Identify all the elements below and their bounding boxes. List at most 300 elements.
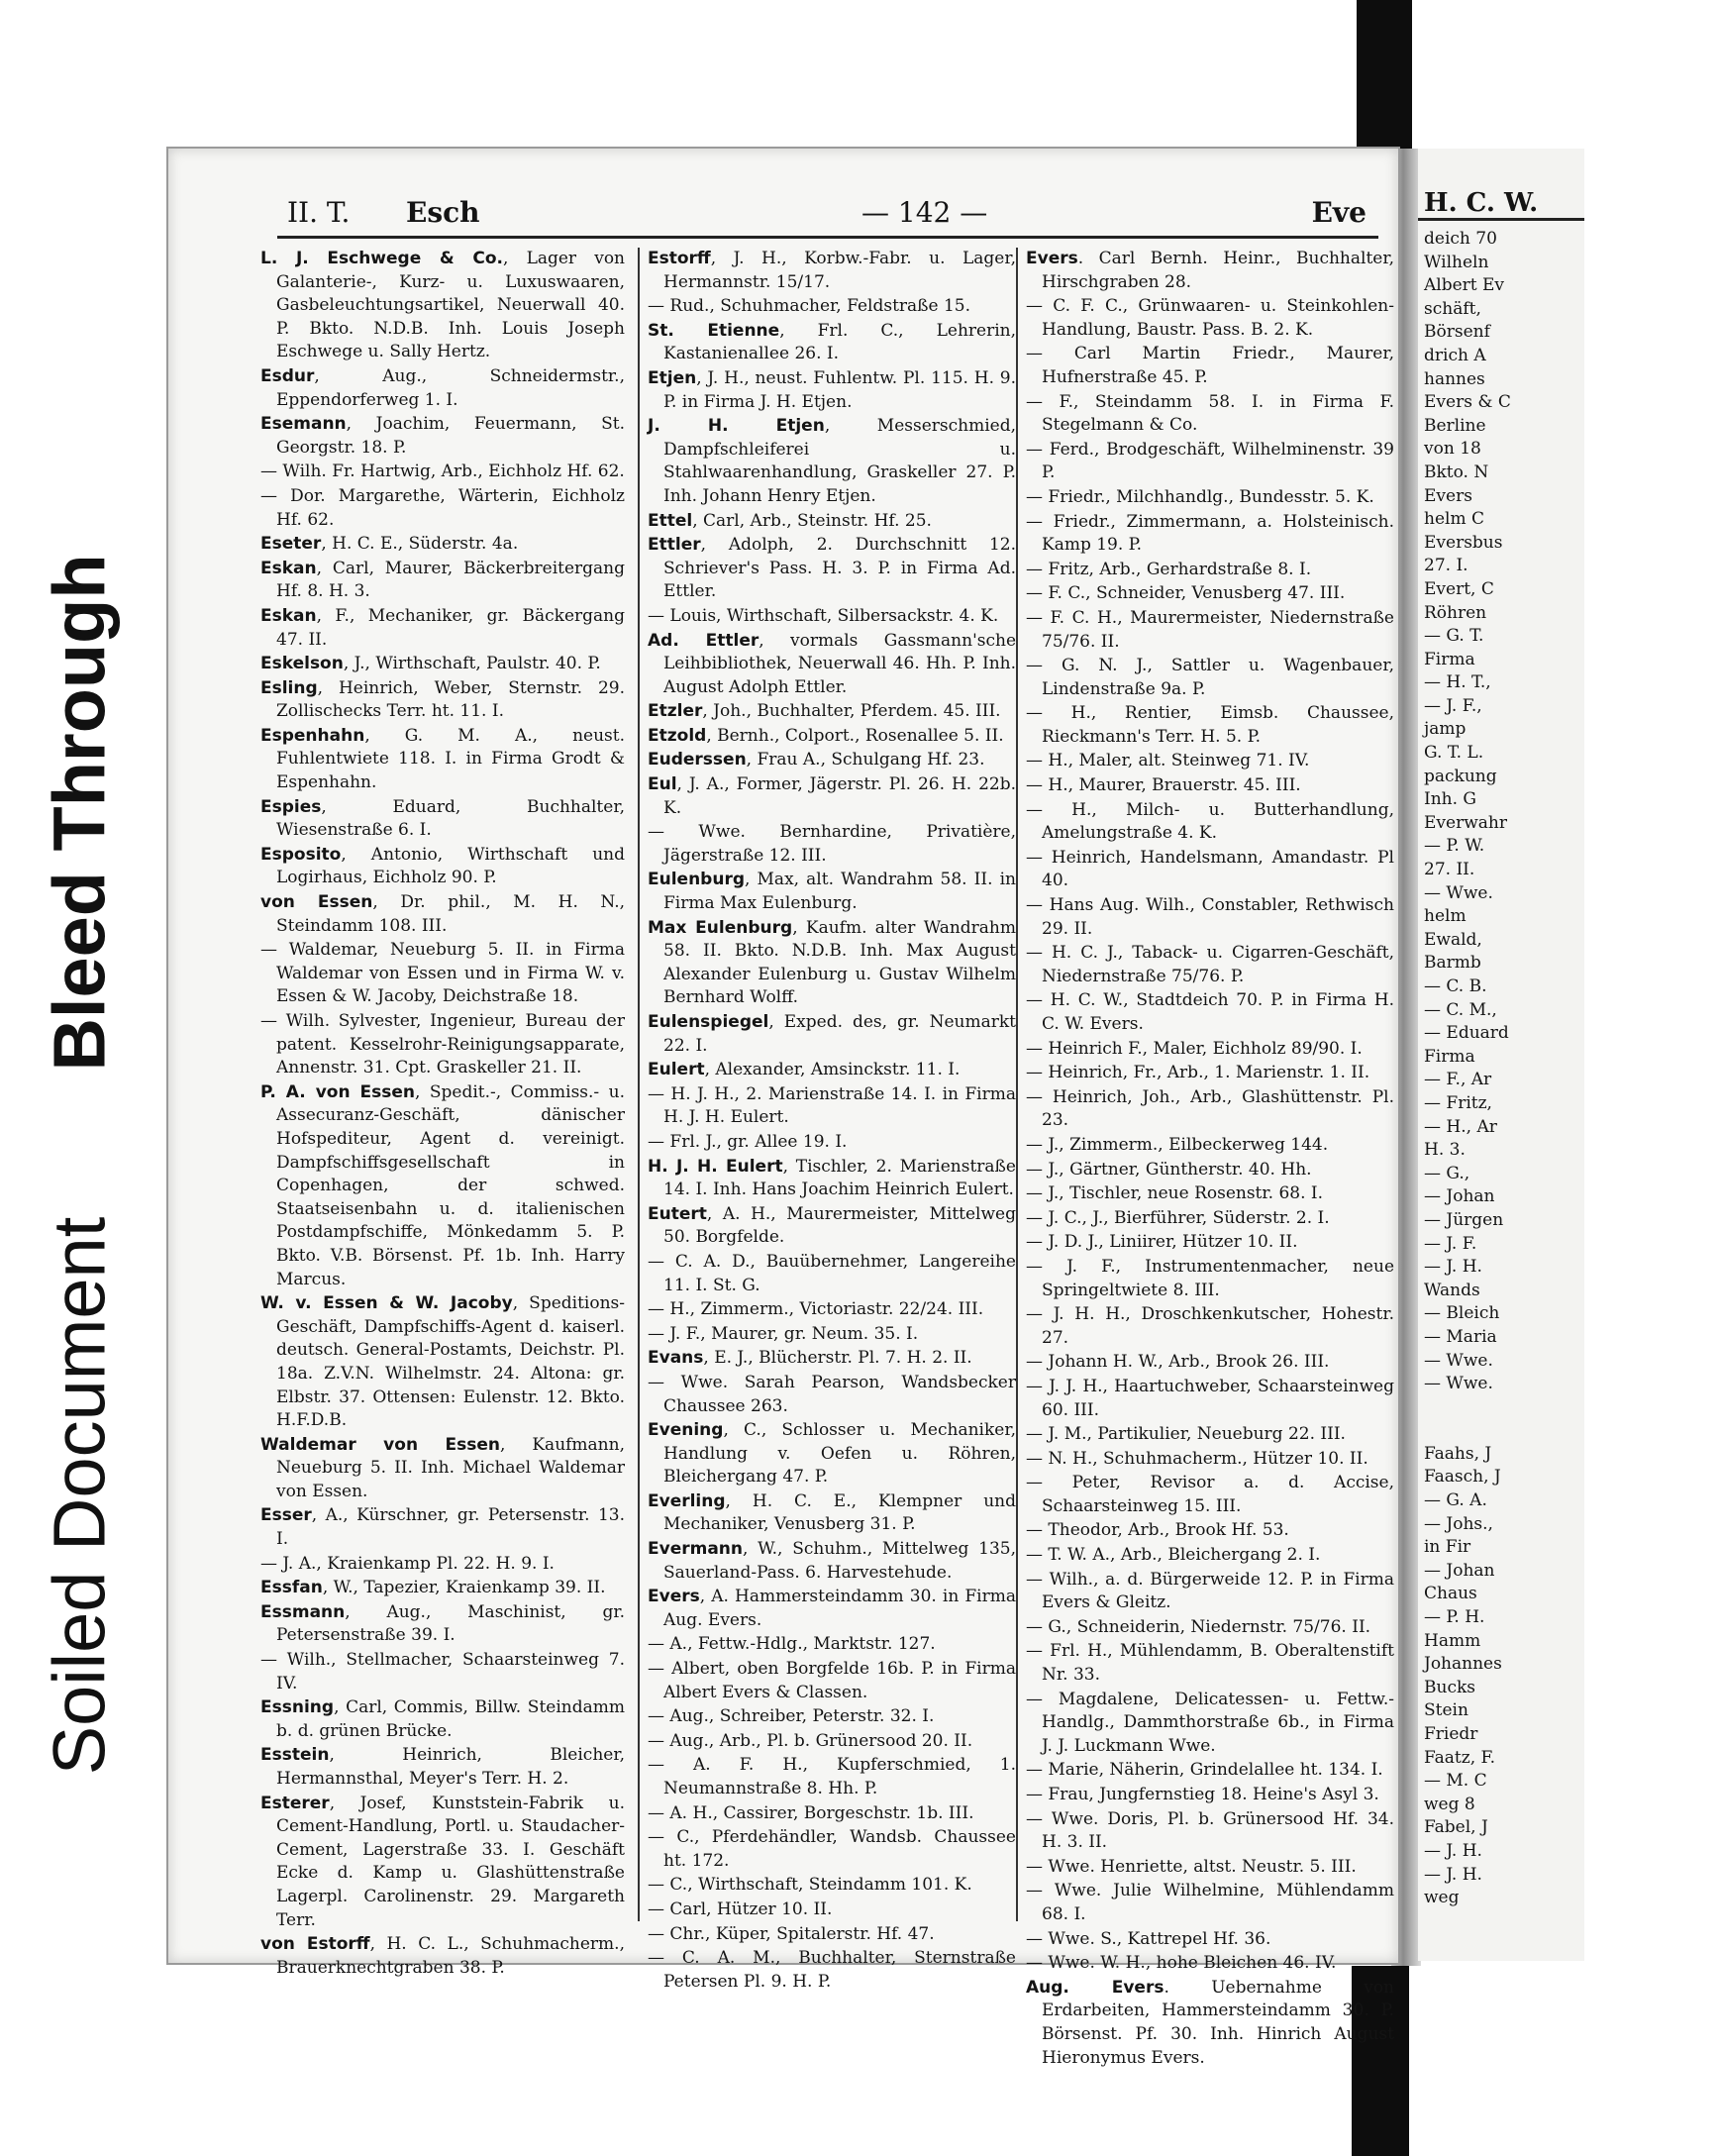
entry-name: von Essen — [260, 892, 373, 913]
entry-name: Esser — [260, 1505, 312, 1526]
directory-entry — [1026, 582, 1394, 606]
directory-entry — [1026, 1519, 1394, 1543]
directory-entry — [260, 1933, 625, 1980]
entry-name: Evening — [648, 1420, 724, 1441]
entry-details: , Aug., Schneidermstr., Eppendorferweg 1. I. — [276, 365, 625, 410]
next-page-line: — Johan — [1424, 1186, 1495, 1207]
directory-entry — [1026, 295, 1394, 342]
page-header — [277, 196, 1378, 239]
next-page-line: weg — [1424, 1888, 1460, 1908]
directory-entry — [260, 1649, 625, 1695]
entry-details: — H. J. H., 2. Marienstraße 14. I. in Firma H. J. H. Eulert. — [648, 1083, 1016, 1128]
entry-details: — H., Zimmerm., Victoriastr. 22/24. III. — [648, 1299, 984, 1320]
directory-entry — [1026, 511, 1394, 558]
next-page-line: von 18 — [1424, 439, 1481, 460]
directory-entry — [648, 415, 1016, 508]
entry-name: Eskelson — [260, 654, 344, 674]
next-page-line: Stein — [1424, 1700, 1468, 1721]
directory-entry — [260, 1292, 625, 1433]
next-page-line — [1424, 1396, 1721, 1420]
directory-entry — [648, 1156, 1016, 1202]
next-page-line: Evers & C — [1424, 392, 1511, 413]
entry-name: Eutert — [648, 1203, 707, 1224]
entry-name: Espies — [260, 796, 322, 817]
entry-details: — F., Steindamm 58. I. in Firma F. Stegelmann & Co. — [1026, 391, 1394, 436]
entry-details: , Tischler, 2. Marienstraße 14. I. Inh. Hans Joachim Heinrich Eulert. — [663, 1156, 1016, 1200]
next-page-line: — Fritz, — [1424, 1092, 1492, 1113]
entry-details: — Heinrich, Fr., Arb., 1. Marienstr. 1. II. — [1026, 1063, 1370, 1083]
directory-entry — [648, 821, 1016, 868]
entry-details: — Wwe. S., Kattrepel Hf. 36. — [1026, 1928, 1271, 1949]
entry-details: , Heinrich, Weber, Sternstr. 29. Zollischecks Terr. ht. 11. I. — [276, 677, 625, 722]
entry-details: — H., Maler, alt. Steinweg 71. IV. — [1026, 751, 1310, 771]
directory-entry — [648, 1874, 1016, 1898]
directory-entry — [1026, 486, 1394, 510]
entry-details: — Albert, oben Borgfelde 16b. P. in Firma Albert Evers & Classen. — [648, 1659, 1016, 1702]
directory-entry — [1026, 750, 1394, 773]
next-page-line: — G. A. — [1424, 1490, 1487, 1511]
entry-details: — Wwe. Sarah Pearson, Wandsbecker Chaussee 263. — [648, 1372, 1016, 1416]
directory-entry — [1026, 799, 1394, 846]
entry-name: Euderssen — [648, 750, 747, 770]
directory-entry — [1026, 1062, 1394, 1085]
directory-entry — [648, 1802, 1016, 1826]
entry-details: — Johann H. W., Arb., Brook 26. III. — [1026, 1352, 1330, 1373]
next-page-line: — J. H. — [1424, 1864, 1482, 1885]
directory-entry — [648, 1251, 1016, 1297]
entry-name: Eul — [648, 774, 677, 795]
directory-entry — [260, 485, 625, 532]
entry-details: — Peter, Revisor a. d. Accise, Schaarsteinweg 15. III. — [1026, 1473, 1394, 1516]
entry-details: — Friedr., Zimmermann, a. Holsteinisch. Kamp 19. P. — [1026, 511, 1394, 556]
entry-details: — Magdalene, Delicatessen- u. Fettw.-Handlg., Dammthorstraße 6b., in Firma J. J. Luckmann Wwe. — [1026, 1689, 1394, 1756]
entry-details: — C., Pferdehändler, Wandsb. Chaussee ht. 172. — [648, 1827, 1016, 1871]
directory-entry — [1026, 1256, 1394, 1302]
entry-name: L. J. Eschwege & Co. — [260, 249, 504, 268]
next-page-line: — H., Ar — [1424, 1116, 1497, 1137]
entry-details: , Heinrich, Bleicher, Hermannsthal, Meyer's Terr. H. 2. — [276, 1745, 625, 1789]
directory-entry — [1026, 248, 1394, 294]
entry-name: Essmann — [260, 1601, 346, 1622]
entry-details: , Speditions-Geschäft, Dampfschiffs-Agent d. kaiserl. deutsch. General-Postamts, Deichstr. Pl. 18a. Z.V.N. Wilhelmstr. 24. Altona: gr. Elbstr. 37. Ottensen: Eulenstr. 12. Bkto. H.F.D.B. — [276, 1293, 625, 1431]
entry-details: , Carl, Maurer, Bäckerbreitergang Hf. 8. H. 3. — [276, 558, 625, 602]
next-page-line: Faahs, J — [1424, 1443, 1492, 1464]
entry-details: — J. F., Maurer, gr. Neum. 35. I. — [648, 1323, 919, 1344]
next-page-line: — C. B. — [1424, 976, 1487, 996]
entry-details: , Eduard, Buchhalter, Wiesenstraße 6. I. — [276, 796, 625, 841]
next-page-line: Bkto. N — [1424, 462, 1489, 482]
entry-details: — N. H., Schuhmacherm., Hützer 10. II. — [1026, 1448, 1368, 1469]
directory-entry — [1026, 989, 1394, 1036]
entry-details: — G., Schneiderin, Niedernstr. 75/76. II. — [1026, 1616, 1371, 1637]
next-page-line: Johannes — [1424, 1654, 1502, 1675]
next-page-line: Firma — [1424, 649, 1475, 669]
directory-entry — [1026, 1977, 1394, 2070]
entry-details: , H. C. E., Süderstr. 4a. — [321, 534, 519, 555]
directory-entry — [260, 558, 625, 604]
next-page-line: hannes — [1424, 368, 1485, 389]
next-page-header: H. C. W. — [1424, 188, 1539, 218]
entry-details: , A. H., Maurermeister, Mittelweg 50. Borgfelde. — [663, 1203, 1016, 1248]
entry-details: — J. D. J., Liniirer, Hützer 10. II. — [1026, 1232, 1298, 1253]
next-page-line: weg 8 — [1424, 1794, 1475, 1814]
directory-entry — [1026, 1231, 1394, 1255]
directory-entry — [1026, 655, 1394, 701]
directory-entry — [648, 749, 1016, 772]
entry-details: , W., Tapezier, Kraienkamp 39. II. — [322, 1578, 606, 1598]
directory-entry — [1026, 439, 1394, 485]
entry-name: W. v. Essen & W. Jacoby — [260, 1293, 513, 1314]
next-page-line: — P. H. — [1424, 1607, 1485, 1628]
page-number: — 142 — — [861, 196, 988, 229]
directory-entry — [260, 1010, 625, 1080]
next-page-line: — Eduard — [1424, 1023, 1509, 1044]
entry-details: , F., Mechaniker, gr. Bäckergang 47. II. — [276, 605, 625, 650]
directory-entry — [260, 1081, 625, 1291]
directory-entry — [260, 1696, 625, 1743]
directory-entry — [648, 917, 1016, 1010]
next-page-line: — J. H. — [1424, 1257, 1482, 1278]
entry-details: — Frau, Jungfernstieg 18. Heine's Asyl 3. — [1026, 1785, 1379, 1804]
directory-entry — [1026, 1544, 1394, 1568]
directory-entry — [1026, 559, 1394, 582]
entry-details: , Joachim, Feuermann, St. Georgstr. 18. P. — [276, 414, 625, 458]
directory-entry — [648, 248, 1016, 294]
entry-name: Espenhahn — [260, 725, 365, 746]
entry-name: Evermann — [648, 1539, 743, 1560]
next-page-line: — Wwe. — [1424, 882, 1493, 903]
directory-entry — [648, 295, 1016, 319]
next-page-line: — Wwe. — [1424, 1350, 1493, 1371]
directory-entry — [648, 1947, 1016, 1994]
directory-page — [166, 147, 1400, 2068]
next-page-line: jamp — [1424, 719, 1467, 740]
next-page-line: — Johan — [1424, 1560, 1495, 1581]
entry-details: — G. N. J., Sattler u. Wagenbauer, Lindenstraße 9a. P. — [1026, 656, 1394, 699]
entry-details: , Dr. phil., M. H. N., Steindamm 108. III. — [276, 892, 626, 936]
directory-entry — [260, 248, 625, 364]
section-mark: II. T. — [287, 196, 351, 229]
entry-details: — Rud., Schuhmacher, Feldstraße 15. — [648, 296, 971, 317]
next-page-line: — G. T. — [1424, 626, 1484, 647]
directory-entry — [260, 939, 625, 1009]
column-2 — [638, 248, 1016, 1992]
entry-details: — A. H., Cassirer, Borgeschstr. 1b. III. — [648, 1802, 974, 1823]
next-page-line: Faatz, F. — [1424, 1747, 1496, 1768]
next-page-line: Evert, C — [1424, 578, 1494, 599]
entry-name: Eulenburg — [648, 870, 745, 890]
directory-entry — [648, 1203, 1016, 1250]
directory-entry — [648, 1347, 1016, 1371]
entry-details: , Messerschmied, Dampfschleiferei u. Stahlwaarenhandlung, Graskeller 27. P. Inh. Johann Henry Etjen. — [663, 416, 1016, 506]
directory-entry — [648, 510, 1016, 534]
entry-details: — J. M., Partikulier, Neueburg 22. III. — [1026, 1424, 1346, 1445]
directory-entry — [260, 1577, 625, 1600]
entry-details: — Theodor, Arb., Brook Hf. 53. — [1026, 1520, 1289, 1541]
entry-details: — Friedr., Milchhandlg., Bundesstr. 5. K. — [1026, 486, 1374, 507]
directory-entry — [648, 1826, 1016, 1873]
entry-details: , J., Wirthschaft, Paulstr. 40. P. — [343, 654, 601, 674]
next-page-line: Firma — [1424, 1046, 1475, 1067]
directory-entry — [648, 725, 1016, 749]
directory-entry — [1026, 391, 1394, 438]
directory-entry — [1026, 894, 1394, 941]
next-page-line: — Jürgen — [1424, 1209, 1504, 1230]
directory-entry — [648, 1538, 1016, 1585]
entry-details: — Louis, Wirthschaft, Silbersackstr. 4. K. — [648, 605, 999, 626]
entry-name: Eseter — [260, 534, 322, 555]
directory-entry — [648, 1705, 1016, 1729]
entry-name: Aug. Evers — [1026, 1977, 1164, 1998]
directory-entry — [648, 1633, 1016, 1657]
next-page-line: helm — [1424, 906, 1467, 927]
entry-name: Eulenspiegel — [648, 1012, 769, 1032]
entry-details: , Lager von Galanterie-, Kurz- u. Luxuswaaren, Gasbeleuchtungsartikel, Neuerwall 40. P. Bkto. N.D.B. Inh. Louis Joseph Eschwege u. Sally Hertz. — [276, 249, 625, 362]
entry-details: , G. M. A., neust. Fuhlentwiete 118. I. in Firma Grodt & Espenhahn. — [276, 725, 625, 793]
entry-details: , Adolph, 2. Durchschnitt 12. Schriever's Pass. H. 3. P. in Firma Ad. Ettler. — [663, 535, 1016, 602]
entry-details: , Exped. des, gr. Neumarkt 22. I. — [663, 1012, 1016, 1056]
directory-entry — [260, 796, 625, 843]
entry-details: — C. A. D., Bauübernehmer, Langereihe 11. I. St. G. — [648, 1251, 1016, 1295]
entry-details: — Dor. Margarethe, Wärterin, Eichholz Hf. 62. — [260, 485, 625, 530]
directory-entry — [648, 630, 1016, 700]
entry-details: , Josef, Kunststein-Fabrik u. Cement-Handlung, Portl. u. Staudacher-Cement, Lagerstraße 33. I. Geschäft Ecke d. Kamp u. Glashüttenstraße Lagerpl. Carolinenstr. 29. Margareth Terr. — [276, 1793, 625, 1930]
directory-entry — [260, 533, 625, 557]
next-page-edge — [1418, 149, 1584, 1961]
entry-details: . Carl Bernh. Heinr., Buchhalter, Hirschgraben 28. — [1042, 249, 1394, 292]
entry-details: , Alexander, Amsinckstr. 11. I. — [704, 1060, 961, 1080]
next-page-line: — P. W. — [1424, 836, 1485, 857]
entry-name: Esterer — [260, 1793, 330, 1813]
next-page-line: — H. T., — [1424, 672, 1491, 693]
soiled-document-text: Soiled Document — [38, 1216, 121, 1775]
entry-name: Esdur — [260, 365, 315, 386]
entry-details: , Aug., Maschinist, gr. Petersenstraße 39. I. — [276, 1601, 625, 1646]
directory-entry — [648, 1730, 1016, 1754]
entry-details: — J. A., Kraienkamp Pl. 22. H. 9. I. — [260, 1553, 555, 1574]
entry-name: Etjen — [648, 367, 697, 388]
directory-entry — [260, 413, 625, 460]
directory-entry — [648, 367, 1016, 414]
directory-entry — [1026, 1952, 1394, 1976]
directory-entry — [1026, 607, 1394, 654]
entry-details: , Antonio, Wirthschaft und Logirhaus, Eichholz 90. P. — [276, 844, 625, 888]
entry-name: Esemann — [260, 414, 347, 435]
next-page-line: Evers — [1424, 485, 1472, 506]
directory-entry — [260, 677, 625, 724]
directory-entry — [1026, 1569, 1394, 1615]
directory-entry — [260, 725, 625, 795]
entry-details: — J., Zimmerm., Eilbeckerweg 144. — [1026, 1134, 1329, 1155]
directory-entry — [260, 1434, 625, 1504]
directory-entry — [648, 1658, 1016, 1704]
directory-entry — [1026, 1759, 1394, 1783]
directory-entry — [1026, 1159, 1394, 1182]
next-page-line: Röhren — [1424, 602, 1487, 623]
entry-details: — Fritz, Arb., Gerhardstraße 8. I. — [1026, 559, 1312, 579]
directory-entry — [1026, 1689, 1394, 1759]
directory-entry — [648, 1131, 1016, 1155]
directory-entry — [648, 1011, 1016, 1058]
soiled-document-label — [20, 1188, 139, 1802]
entry-details: — J. H. H., Droschkenkutscher, Hohestr. 27. — [1026, 1304, 1394, 1348]
directory-entry — [1026, 1351, 1394, 1375]
entry-details: — Hans Aug. Wilh., Constabler, Rethwisch 29. II. — [1026, 895, 1394, 939]
entry-name: P. A. von Essen — [260, 1081, 416, 1102]
next-page-line: — F., Ar — [1424, 1070, 1492, 1090]
next-page-lines — [1424, 228, 1721, 1910]
next-page-line: in Fir — [1424, 1537, 1471, 1558]
directory-entry — [1026, 774, 1394, 798]
entry-name: Estorff — [648, 249, 711, 268]
next-page-line: Wilheln — [1424, 252, 1489, 272]
entry-name: H. J. H. Eulert — [648, 1156, 783, 1177]
entry-details: — Wwe. Bernhardine, Privatière, Jägerstraße 12. III. — [648, 822, 1016, 866]
entry-details: — Wilh., Stellmacher, Schaarsteinweg 7. IV. — [260, 1650, 625, 1694]
binding-strip-top — [1357, 0, 1412, 149]
next-page-line: — J. F., — [1424, 695, 1482, 716]
directory-entry — [1026, 1086, 1394, 1133]
next-page-line: Everwahr — [1424, 812, 1507, 833]
entry-name: Etzold — [648, 725, 707, 746]
entry-details: — Waldemar, Neueburg 5. II. in Firma Waldemar von Essen und in Firma W. v. Essen & W. Jacoby, Deichstraße 18. — [260, 940, 625, 1007]
next-page-line: — J. F. — [1424, 1233, 1477, 1254]
directory-entry — [648, 1372, 1016, 1418]
directory-entry — [260, 605, 625, 652]
entry-details: — C. F. C., Grünwaaren- u. Steinkohlen-Handlung, Baustr. Pass. B. 2. K. — [1026, 296, 1394, 340]
next-page-line: Berline — [1424, 415, 1486, 436]
directory-entry — [1026, 1303, 1394, 1350]
entry-details: — Wwe. W. H., hohe Bleichen 46. IV. — [1026, 1953, 1337, 1974]
directory-entry — [1026, 1423, 1394, 1447]
bleed-through-text: Bleed Through — [38, 553, 121, 1072]
directory-entry — [1026, 1616, 1394, 1640]
right-guide-word: Eve — [1311, 196, 1367, 229]
entry-details: — J., Gärtner, Güntherstr. 40. Hh. — [1026, 1159, 1312, 1180]
directory-entry — [260, 1553, 625, 1577]
directory-entry — [260, 844, 625, 890]
directory-entry — [1026, 847, 1394, 893]
entry-details: — Ferd., Brodgeschäft, Wilhelminenstr. 39 P. — [1026, 439, 1394, 483]
entry-name: Evers — [1026, 249, 1078, 268]
left-guide-word: Esch — [406, 196, 480, 229]
directory-entry — [260, 365, 625, 412]
directory-entry — [260, 653, 625, 676]
next-page-rule — [1418, 218, 1584, 221]
entry-details: — Frl. H., Mühlendamm, B. Oberaltenstift Nr. 33. — [1026, 1641, 1394, 1686]
entry-name: Ettler — [648, 535, 701, 556]
entry-name: Etzler — [648, 701, 703, 722]
entry-details: , A. Hammersteindamm 30. in Firma Aug. Evers. — [663, 1587, 1016, 1630]
entry-details: , W., Schuhm., Mittelweg 135, Sauerland-Pass. 6. Harvestehude. — [663, 1539, 1016, 1583]
entry-name: Evers — [648, 1587, 700, 1607]
next-page-line: drich A — [1424, 345, 1486, 365]
next-page-line — [1424, 1419, 1721, 1443]
entry-details: , Joh., Buchhalter, Pferdem. 45. III. — [702, 701, 1001, 722]
entry-name: Eskan — [260, 558, 317, 578]
directory-entry — [260, 891, 625, 938]
entry-details: — J. C., J., Bierführer, Süderstr. 2. I. — [1026, 1207, 1330, 1228]
entry-details: — A., Fettw.-Hdlg., Marktstr. 127. — [648, 1634, 936, 1655]
entry-details: — H., Rentier, Eimsb. Chaussee, Rieckmann's Terr. H. 5. P. — [1026, 703, 1394, 747]
next-page-line: deich 70 — [1424, 229, 1497, 249]
entry-name: von Estorff — [260, 1934, 370, 1955]
entry-details: , Carl, Commis, Billw. Steindamm b. d. grünen Brücke. — [276, 1697, 625, 1741]
directory-entry — [1026, 1856, 1394, 1880]
entry-details: , Bernh., Colport., Rosenallee 5. II. — [706, 725, 1004, 746]
entry-details: — C. A. M., Buchhalter, Sternstraße Petersen Pl. 9. H. P. — [648, 1948, 1016, 1992]
next-page-line: Wands — [1424, 1280, 1480, 1300]
next-page-line: Eversbus — [1424, 532, 1503, 553]
entry-details: — Heinrich, Joh., Arb., Glashüttenstr. Pl. 23. — [1026, 1086, 1394, 1131]
entry-details: , vormals Gassmann'sche Leihbibliothek, Neuerwall 46. Hh. P. Inh. August Adolph Ettler. — [663, 630, 1016, 697]
next-page-line: Ewald, — [1424, 929, 1482, 950]
entry-name: Everling — [648, 1490, 726, 1511]
entry-name: Waldemar von Essen — [260, 1434, 500, 1455]
entry-name: Eskan — [260, 605, 317, 626]
directory-entry — [260, 1601, 625, 1648]
directory-entry — [1026, 1134, 1394, 1158]
directory-entry — [648, 700, 1016, 724]
directory-entry — [1026, 1640, 1394, 1687]
entry-details: — Frl. J., gr. Allee 19. I. — [648, 1131, 848, 1152]
next-page-line: Hamm — [1424, 1630, 1481, 1651]
directory-entry — [648, 1323, 1016, 1347]
directory-entry — [1026, 1472, 1394, 1518]
directory-entry — [648, 605, 1016, 629]
entry-details: — Aug., Arb., Pl. b. Grünersood 20. II. — [648, 1730, 973, 1751]
entry-details: — F. C., Schneider, Venusberg 47. III. — [1026, 583, 1346, 604]
directory-entry — [1026, 1038, 1394, 1062]
entry-details: , E. J., Blücherstr. Pl. 7. H. 2. II. — [703, 1348, 972, 1369]
next-page-line: 27. II. — [1424, 860, 1475, 880]
entry-details: , Frl. C., Lehrerin, Kastanienallee 26. I. — [663, 320, 1016, 364]
entry-details: — Wilh., a. d. Bürgerweide 12. P. in Firma Evers & Gleitz. — [1026, 1569, 1394, 1613]
next-page-line: Friedr — [1424, 1724, 1478, 1744]
next-page-line: packung — [1424, 766, 1497, 786]
directory-entry — [648, 1419, 1016, 1489]
entry-details: — Aug., Schreiber, Peterstr. 32. I. — [648, 1706, 935, 1727]
entry-details: — J. J. H., Haartuchweber, Schaarsteinweg 60. III. — [1026, 1376, 1394, 1420]
entry-name: Eulert — [648, 1060, 705, 1080]
entry-details: — Carl Martin Friedr., Maurer, Hufnerstraße 45. P. — [1026, 344, 1394, 387]
next-page-line: G. T. L. — [1424, 743, 1484, 764]
column-1 — [260, 248, 626, 1978]
entry-details: — Heinrich, Handelsmann, Amandastr. Pl 40. — [1026, 847, 1394, 891]
next-page-line: Chaus — [1424, 1584, 1477, 1604]
entry-name: Esstein — [260, 1745, 330, 1766]
directory-entry — [648, 1586, 1016, 1632]
entry-details: — H. C. J., Taback- u. Cigarren-Geschäft, Niedernstraße 75/76. P. — [1026, 943, 1394, 986]
directory-entry — [648, 1059, 1016, 1082]
entry-details: — C., Wirthschaft, Steindamm 101. K. — [648, 1875, 972, 1896]
directory-entry — [260, 1504, 625, 1551]
entry-details: , Kaufm. alter Wandrahm 58. II. Bkto. N.D.B. Inh. Max August Alexander Eulenburg u. Gustav Wilhelm Bernhard Wolff. — [663, 917, 1016, 1008]
directory-entry — [648, 773, 1016, 820]
column-3 — [1016, 248, 1395, 2068]
next-page-line: — M. C — [1424, 1771, 1487, 1792]
entry-details: — Chr., Küper, Spitalerstr. Hf. 47. — [648, 1923, 935, 1944]
bleed-through-label — [20, 535, 139, 1089]
next-page-line: Inh. G — [1424, 789, 1477, 810]
directory-entry — [648, 869, 1016, 915]
entry-name: Esling — [260, 677, 318, 698]
entry-details: , Carl, Arb., Steinstr. Hf. 25. — [692, 510, 932, 531]
entry-details: , Kaufmann, Neueburg 5. II. Inh. Michael Waldemar von Essen. — [276, 1434, 625, 1501]
directory-entry — [648, 1298, 1016, 1322]
entry-details: — Wilh. Fr. Hartwig, Arb., Eichholz Hf. 62. — [260, 462, 625, 482]
next-page-line: — J. H. — [1424, 1840, 1482, 1861]
